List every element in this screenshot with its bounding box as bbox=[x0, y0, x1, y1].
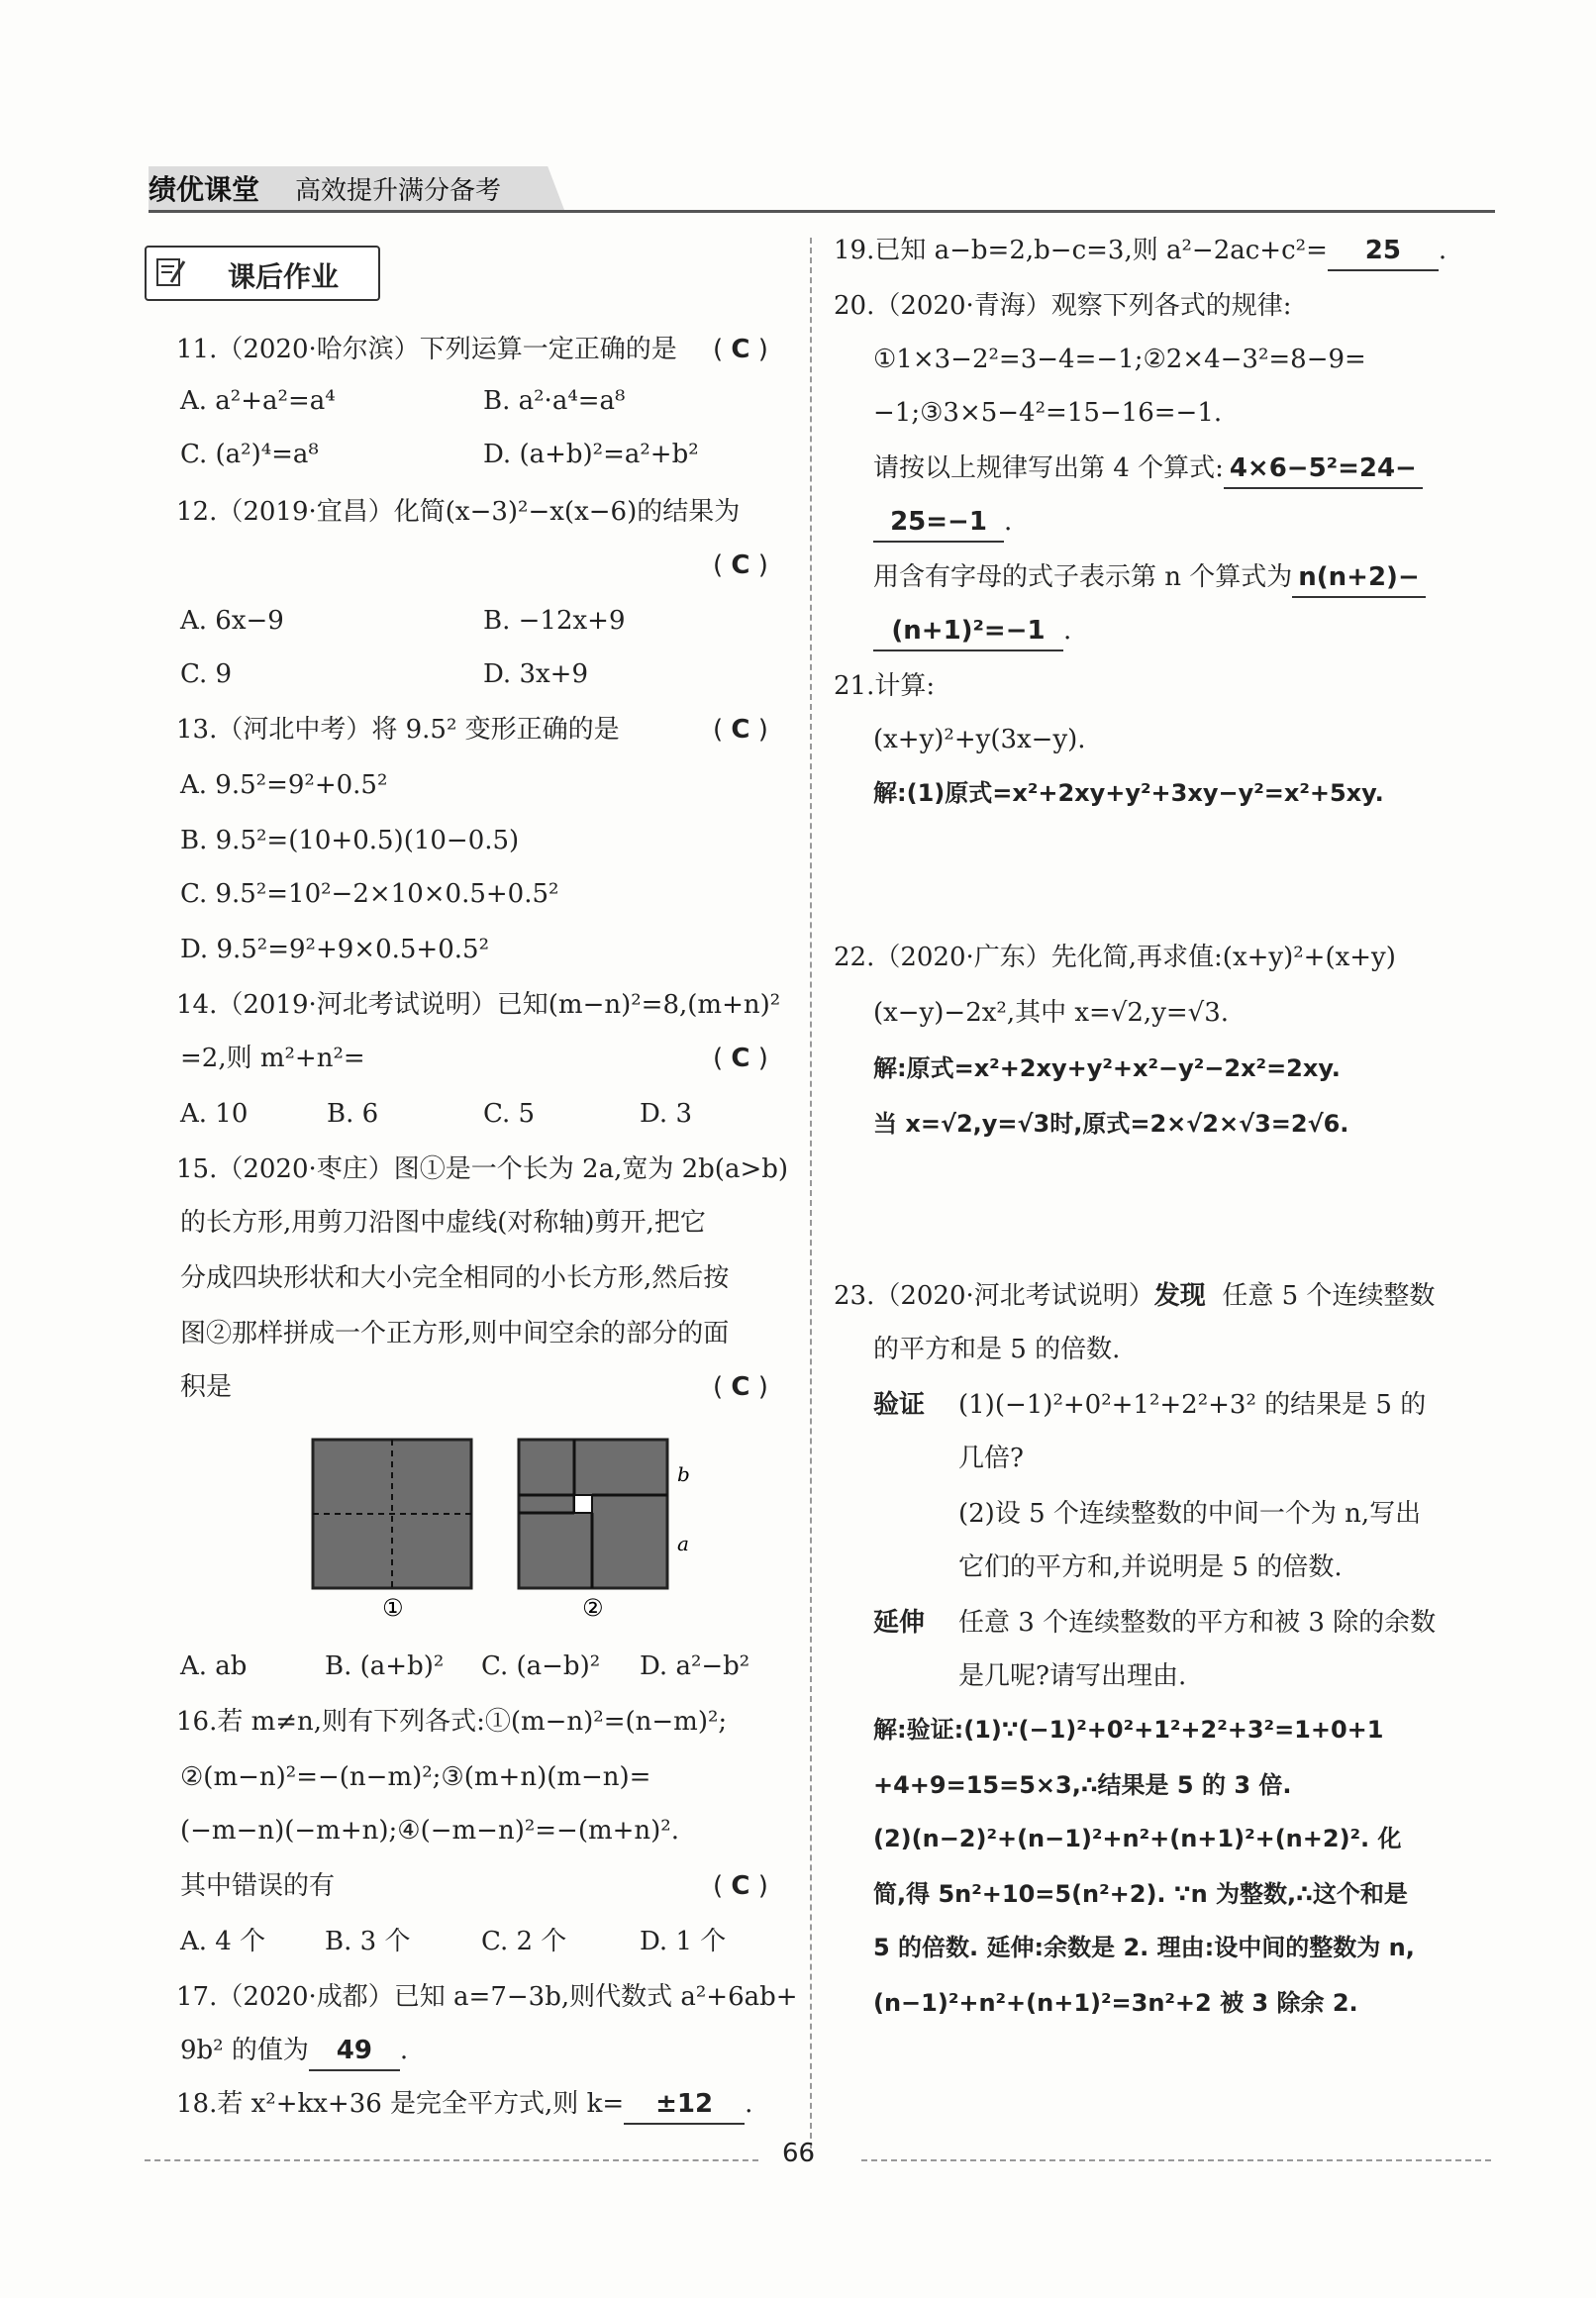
q14-stem-2: =2,则 m²+n²= bbox=[180, 1044, 365, 1073]
q11-option-c: C. (a²)⁴=a⁸ bbox=[180, 440, 319, 469]
q16-stem-3: (−m−n)(−m+n);④(−m−n)²=−(m+n)². bbox=[180, 1816, 679, 1846]
q20-answer-2b: (n+1)²=−1 bbox=[873, 612, 1063, 651]
q14-option-d: D. 3 bbox=[640, 1099, 692, 1129]
q12-option-d: D. 3x+9 bbox=[483, 659, 588, 689]
q16-option-c: C. 2 个 bbox=[481, 1927, 567, 1956]
q14-answer: ( C ) bbox=[713, 1044, 768, 1073]
q20-answer-1b-line: 25=−1 . bbox=[873, 503, 1012, 543]
q15-option-a: A. ab bbox=[180, 1651, 248, 1681]
q22-stem-2: (x−y)−2x²,其中 x=√2,y=√3. bbox=[873, 998, 1230, 1028]
fig2-label-b: b bbox=[677, 1462, 690, 1486]
header-rule bbox=[149, 210, 1495, 213]
q19-answer: 25 bbox=[1328, 232, 1439, 271]
q15-stem-3: 分成四块形状和大小完全相同的小长方形,然后按 bbox=[180, 1263, 730, 1293]
q23-extend-1: 任意 3 个连续整数的平方和被 3 除的余数 bbox=[958, 1608, 1437, 1638]
q16-stem-4: 其中错误的有 bbox=[180, 1871, 336, 1901]
q20-answer-1a: 4×6−5²=24− bbox=[1224, 450, 1423, 489]
q16-option-d: D. 1 个 bbox=[640, 1927, 727, 1956]
q23-solution-4: 简,得 5n²+10=5(n²+2). ∵n 为整数,∴这个和是 bbox=[873, 1880, 1408, 1908]
q18-stem: 18.若 x²+kx+36 是完全平方式,则 k= ±12 . bbox=[176, 2085, 752, 2125]
header-title: 绩优课堂 bbox=[149, 173, 260, 206]
q23-solution-3: (2)(n−2)²+(n−1)²+n²+(n+1)²+(n+2)². 化 bbox=[873, 1825, 1402, 1852]
q23-solution-5: 5 的倍数. 延伸:余数是 2. 理由:设中间的整数为 n, bbox=[873, 1934, 1415, 1961]
q16-answer: ( C ) bbox=[713, 1871, 768, 1901]
q23-verify-1: (1)(−1)²+0²+1²+2²+3² 的结果是 5 的 bbox=[958, 1390, 1427, 1420]
q11-option-a: A. a²+a²=a⁴ bbox=[180, 386, 336, 416]
q15-stem-4: 图②那样拼成一个正方形,则中间空余的部分的面 bbox=[180, 1319, 730, 1349]
fig2-label-a: a bbox=[677, 1532, 689, 1555]
q15-stem-5: 积是 bbox=[180, 1372, 233, 1402]
q14-stem-1: 14.（2019·河北考试说明）已知(m−n)²=8,(m+n)² bbox=[176, 990, 781, 1020]
q17-stem-1: 17.（2020·成都）已知 a=7−3b,则代数式 a²+6ab+ bbox=[176, 1982, 798, 2012]
footer-rule-left bbox=[145, 2159, 758, 2161]
q14-option-c: C. 5 bbox=[483, 1099, 536, 1129]
q12-option-b: B. −12x+9 bbox=[483, 606, 626, 636]
q13-stem: 13.（河北中考）将 9.5² 变形正确的是 bbox=[176, 715, 620, 745]
q20-answer-1b: 25=−1 bbox=[873, 503, 1004, 543]
q13-answer: ( C ) bbox=[713, 715, 768, 745]
q20-stem-3: −1;③3×5−4²=15−16=−1. bbox=[873, 398, 1223, 428]
q21-stem-1: 21.计算: bbox=[834, 671, 936, 701]
q23-stem-1: 23.（2020·河北考试说明）发现 任意 5 个连续整数 bbox=[834, 1281, 1436, 1311]
section-title: 课后作业 bbox=[228, 260, 340, 293]
q13-option-a: A. 9.5²=9²+0.5² bbox=[180, 770, 388, 800]
q15-stem-2: 的长方形,用剪刀沿图中虚线(对称轴)剪开,把它 bbox=[180, 1208, 706, 1238]
q16-stem-2: ②(m−n)²=−(n−m)²;③(m+n)(m−n)= bbox=[180, 1762, 651, 1792]
q13-option-d: D. 9.5²=9²+9×0.5+0.5² bbox=[180, 935, 489, 964]
q20-stem-1: 20.（2020·青海）观察下列各式的规律: bbox=[834, 291, 1292, 321]
q20-stem-5: 用含有字母的式子表示第 n 个算式为 n(n+2)− bbox=[873, 558, 1426, 598]
q12-stem: 12.（2019·宜昌）化简(x−3)²−x(x−6)的结果为 bbox=[176, 497, 741, 527]
q14-option-b: B. 6 bbox=[327, 1099, 379, 1129]
pencil-note-icon bbox=[154, 255, 188, 289]
q16-option-a: A. 4 个 bbox=[180, 1927, 266, 1956]
q23-solution-1: 解:验证:(1)∵(−1)²+0²+1²+2²+3²=1+0+1 bbox=[873, 1716, 1384, 1744]
q13-option-b: B. 9.5²=(10+0.5)(10−0.5) bbox=[180, 826, 520, 855]
q23-extend-1b: 是几呢?请写出理由. bbox=[958, 1661, 1187, 1691]
q12-option-c: C. 9 bbox=[180, 659, 233, 689]
q23-stem-2: 的平方和是 5 的倍数. bbox=[873, 1335, 1121, 1364]
q20-answer-2a: n(n+2)− bbox=[1292, 558, 1425, 598]
q15-option-b: B. (a+b)² bbox=[325, 1651, 445, 1681]
footer-rule-right bbox=[861, 2159, 1491, 2161]
header-subtitle: 高效提升满分备考 bbox=[295, 176, 502, 206]
q12-answer: ( C ) bbox=[713, 550, 768, 580]
q15-option-c: C. (a−b)² bbox=[481, 1651, 601, 1681]
q21-stem-2: (x+y)²+y(3x−y). bbox=[873, 725, 1086, 754]
fig1-caption: ① bbox=[382, 1594, 404, 1622]
q23-verify-2: (2)设 5 个连续整数的中间一个为 n,写出 bbox=[958, 1499, 1422, 1529]
q23-solution-2: +4+9=15=5×3,∴结果是 5 的 3 倍. bbox=[873, 1771, 1292, 1799]
q17-stem-2: 9b² 的值为 49 . bbox=[180, 2032, 408, 2071]
column-divider bbox=[810, 238, 812, 2158]
q15-figure bbox=[297, 1426, 693, 1624]
q12-option-a: A. 6x−9 bbox=[180, 606, 284, 636]
q22-solution-2: 当 x=√2,y=√3时,原式=2×√2×√3=2√6. bbox=[873, 1110, 1349, 1138]
q20-answer-2b-line: (n+1)²=−1 . bbox=[873, 612, 1071, 651]
q17-answer: 49 bbox=[309, 2032, 400, 2071]
q23-extend-label: 延伸 bbox=[873, 1608, 926, 1638]
q21-solution: 解:(1)原式=x²+2xy+y²+3xy−y²=x²+5xy. bbox=[873, 779, 1384, 807]
q15-stem-1: 15.（2020·枣庄）图①是一个长为 2a,宽为 2b(a>b) bbox=[176, 1154, 789, 1184]
q22-solution-1: 解:原式=x²+2xy+y²+x²−y²−2x²=2xy. bbox=[873, 1054, 1341, 1082]
q22-stem-1: 22.（2020·广东）先化简,再求值:(x+y)²+(x+y) bbox=[834, 943, 1396, 972]
q16-option-b: B. 3 个 bbox=[325, 1927, 411, 1956]
q18-answer: ±12 bbox=[624, 2085, 745, 2125]
q11-answer: ( C ) bbox=[713, 335, 768, 364]
q23-solution-6: (n−1)²+n²+(n+1)²=3n²+2 被 3 除余 2. bbox=[873, 1989, 1358, 2017]
q19-stem: 19.已知 a−b=2,b−c=3,则 a²−2ac+c²= 25 . bbox=[834, 232, 1446, 271]
q20-stem-4: 请按以上规律写出第 4 个算式: 4×6−5²=24− bbox=[873, 450, 1423, 489]
fig2-caption: ② bbox=[582, 1594, 604, 1622]
q11-option-d: D. (a+b)²=a²+b² bbox=[483, 440, 699, 469]
q11-stem: 11.（2020·哈尔滨）下列运算一定正确的是 bbox=[176, 335, 677, 364]
q11-option-b: B. a²·a⁴=a⁸ bbox=[483, 386, 626, 416]
fig2-center-hole bbox=[574, 1495, 592, 1513]
section-heading bbox=[145, 246, 380, 301]
q20-stem-2: ①1×3−2²=3−4=−1;②2×4−3²=8−9= bbox=[873, 345, 1366, 374]
q16-stem-1: 16.若 m≠n,则有下列各式:①(m−n)²=(n−m)²; bbox=[176, 1707, 728, 1737]
q23-verify-2b: 它们的平方和,并说明是 5 的倍数. bbox=[958, 1552, 1343, 1582]
q23-verify-label: 验证 bbox=[873, 1390, 926, 1420]
page-number: 66 bbox=[782, 2139, 816, 2168]
q15-answer: ( C ) bbox=[713, 1372, 768, 1402]
q23-verify-1b: 几倍? bbox=[958, 1444, 1024, 1473]
q13-option-c: C. 9.5²=10²−2×10×0.5+0.5² bbox=[180, 879, 559, 909]
q15-option-d: D. a²−b² bbox=[640, 1651, 750, 1681]
q14-option-a: A. 10 bbox=[180, 1099, 249, 1129]
